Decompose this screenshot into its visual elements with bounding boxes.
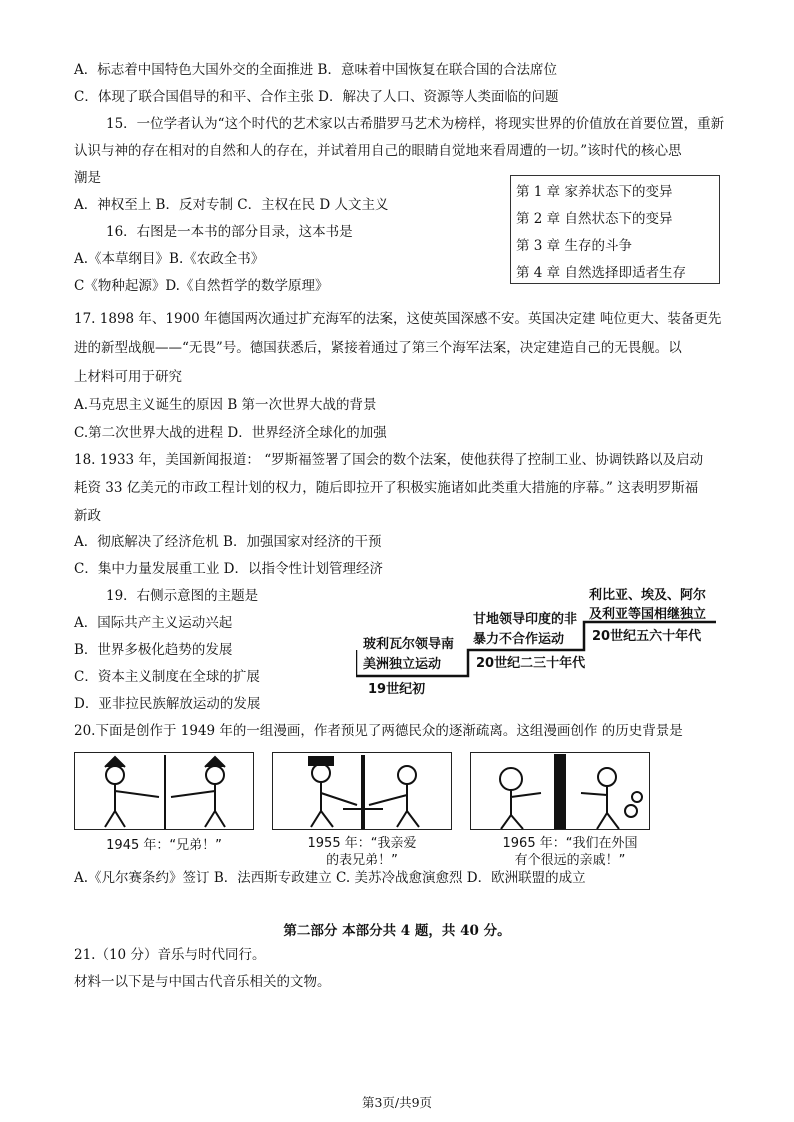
toc-chapter-1: 第 1 章 家养状态下的变异	[516, 184, 673, 200]
q17-stem-line1: 17. 1898 年、1900 年德国两次通过扩充海军的法案，这使英国深感不安。英国决定建 吨位更大、装备更先	[74, 311, 722, 327]
toc-chapter-4: 第 4 章 自然选择即适者生存	[516, 265, 686, 281]
q18-options-ab: A．彻底解决了经济危机 B．加强国家对经济的干预	[74, 534, 382, 550]
cartoon-1965	[470, 752, 650, 830]
q14-options-ab: A．标志着中国特色大国外交的全面推进 B．意味着中国恢复在联合国的合法席位	[74, 62, 557, 78]
q21-material-1: 材料一以下是与中国古代音乐相关的文物。	[74, 974, 331, 990]
book-contents-box	[510, 175, 720, 284]
q15-options: A．神权至上 B．反对专制 C．主权在民 D 人文主义	[74, 197, 389, 213]
q21-stem: 21.（10 分）音乐与时代同行。	[74, 947, 266, 963]
cartoon-1965-caption-line1: 1965 年：“我们在外国	[502, 836, 638, 851]
step1-era: 19世纪初	[368, 682, 426, 697]
q15-stem-line3: 潮是	[74, 170, 101, 186]
q18-stem-line3: 新政	[74, 508, 101, 524]
step2-label-bottom: 暴力不合作运动	[473, 632, 565, 647]
q17-stem-line3: 上材料可用于研究	[74, 369, 182, 385]
q16-options-ab: A.《本草纲目》B.《农政全书》	[74, 251, 265, 267]
toc-chapter-2: 第 2 章 自然状态下的变异	[516, 211, 673, 227]
section-title: 第二部分 本部分共 4 题，共 40 分。	[283, 923, 511, 939]
q19-option-a: A．国际共产主义运动兴起	[74, 615, 233, 631]
cartoon-strip	[74, 752, 714, 868]
cartoon-1965-caption-line2: 有个很远的亲戚！”	[514, 853, 626, 868]
q19-option-b: B．世界多极化趋势的发展	[74, 642, 233, 658]
step2-era: 20世纪二三十年代	[476, 656, 586, 671]
q15-stem-line1: 15．一位学者认为“这个时代的艺术家以古希腊罗马艺术为榜样，将现实世界的价值放在首要位置，重新	[106, 116, 725, 132]
q19-stem: 19．右侧示意图的主题是	[106, 588, 259, 604]
cartoon-1945	[74, 752, 254, 830]
step3-label-bottom: 及利亚等国相继独立	[589, 607, 707, 622]
q18-stem-line1: 18. 1933 年，美国新闻报道： “罗斯福签署了国会的数个法案，使他获得了控制工业、协调铁路以及启动	[74, 452, 704, 468]
cartoon-1965-drawing	[471, 753, 650, 830]
liberation-staircase-diagram	[356, 590, 726, 700]
q18-options-cd: C．集中力量发展重工业 D．以指令性计划管理经济	[74, 561, 383, 577]
step1-label-top: 玻利瓦尔领导南	[363, 637, 455, 652]
step3-era: 20世纪五六十年代	[592, 629, 702, 644]
cartoon-1945-caption: 1945 年：“兄弟！”	[106, 838, 222, 853]
q19-option-c: C．资本主义制度在全球的扩展	[74, 669, 260, 685]
cartoon-1955	[272, 752, 452, 830]
step1-label-bottom: 美洲独立运动	[363, 657, 442, 672]
q16-stem: 16．右图是一本书的部分目录，这本书是	[106, 224, 353, 240]
q19-option-d: D．亚非拉民族解放运动的发展	[74, 696, 261, 712]
q18-stem-line2: 耗资 33 亿美元的市政工程计划的权力，随后即拉开了积极实施诸如此类重大措施的序幕。” 这表明罗斯福	[74, 480, 699, 496]
q20-options: A.《凡尔赛条约》签订 B．法西斯专政建立 C. 美苏冷战愈演愈烈 D．欧洲联盟的成立	[74, 870, 586, 886]
q16-options-cd: C《物种起源》D.《自然哲学的数学原理》	[74, 278, 329, 294]
cartoon-1955-drawing	[273, 753, 452, 830]
q17-stem-line2: 进的新型战舰——“无畏”号。德国获悉后，紧接着通过了第三个海军法案，决定建造自己的无畏舰。以	[74, 340, 682, 356]
q17-options-ab: A.马克思主义诞生的原因 B 第一次世界大战的背景	[74, 397, 377, 413]
q17-options-cd: C.第二次世界大战的进程 D．世界经济全球化的加强	[74, 425, 387, 441]
step3-label-top: 利比亚、埃及、阿尔	[589, 588, 707, 603]
q14-options-cd: C．体现了联合国倡导的和平、合作主张 D．解决了人口、资源等人类面临的问题	[74, 89, 559, 105]
toc-chapter-3: 第 3 章 生存的斗争	[516, 238, 632, 254]
step2-label-top: 甘地领导印度的非	[473, 612, 578, 627]
cartoon-1955-caption-line1: 1955 年：“我亲爱	[307, 836, 417, 851]
cartoon-1955-caption-line2: 的表兄弟！”	[326, 853, 398, 868]
cartoon-1945-drawing	[75, 753, 254, 830]
q15-stem-line2: 认识与神的存在相对的自然和人的存在，并试着用自己的眼睛自觉地来看周遭的一切。”该时代的核心思	[74, 143, 682, 159]
q20-stem: 20.下面是创作于 1949 年的一组漫画，作者预见了两德民众的逐渐疏离。这组漫画创作 的历史背景是	[74, 723, 683, 739]
page-footer: 第3页/共9页	[361, 1095, 433, 1110]
